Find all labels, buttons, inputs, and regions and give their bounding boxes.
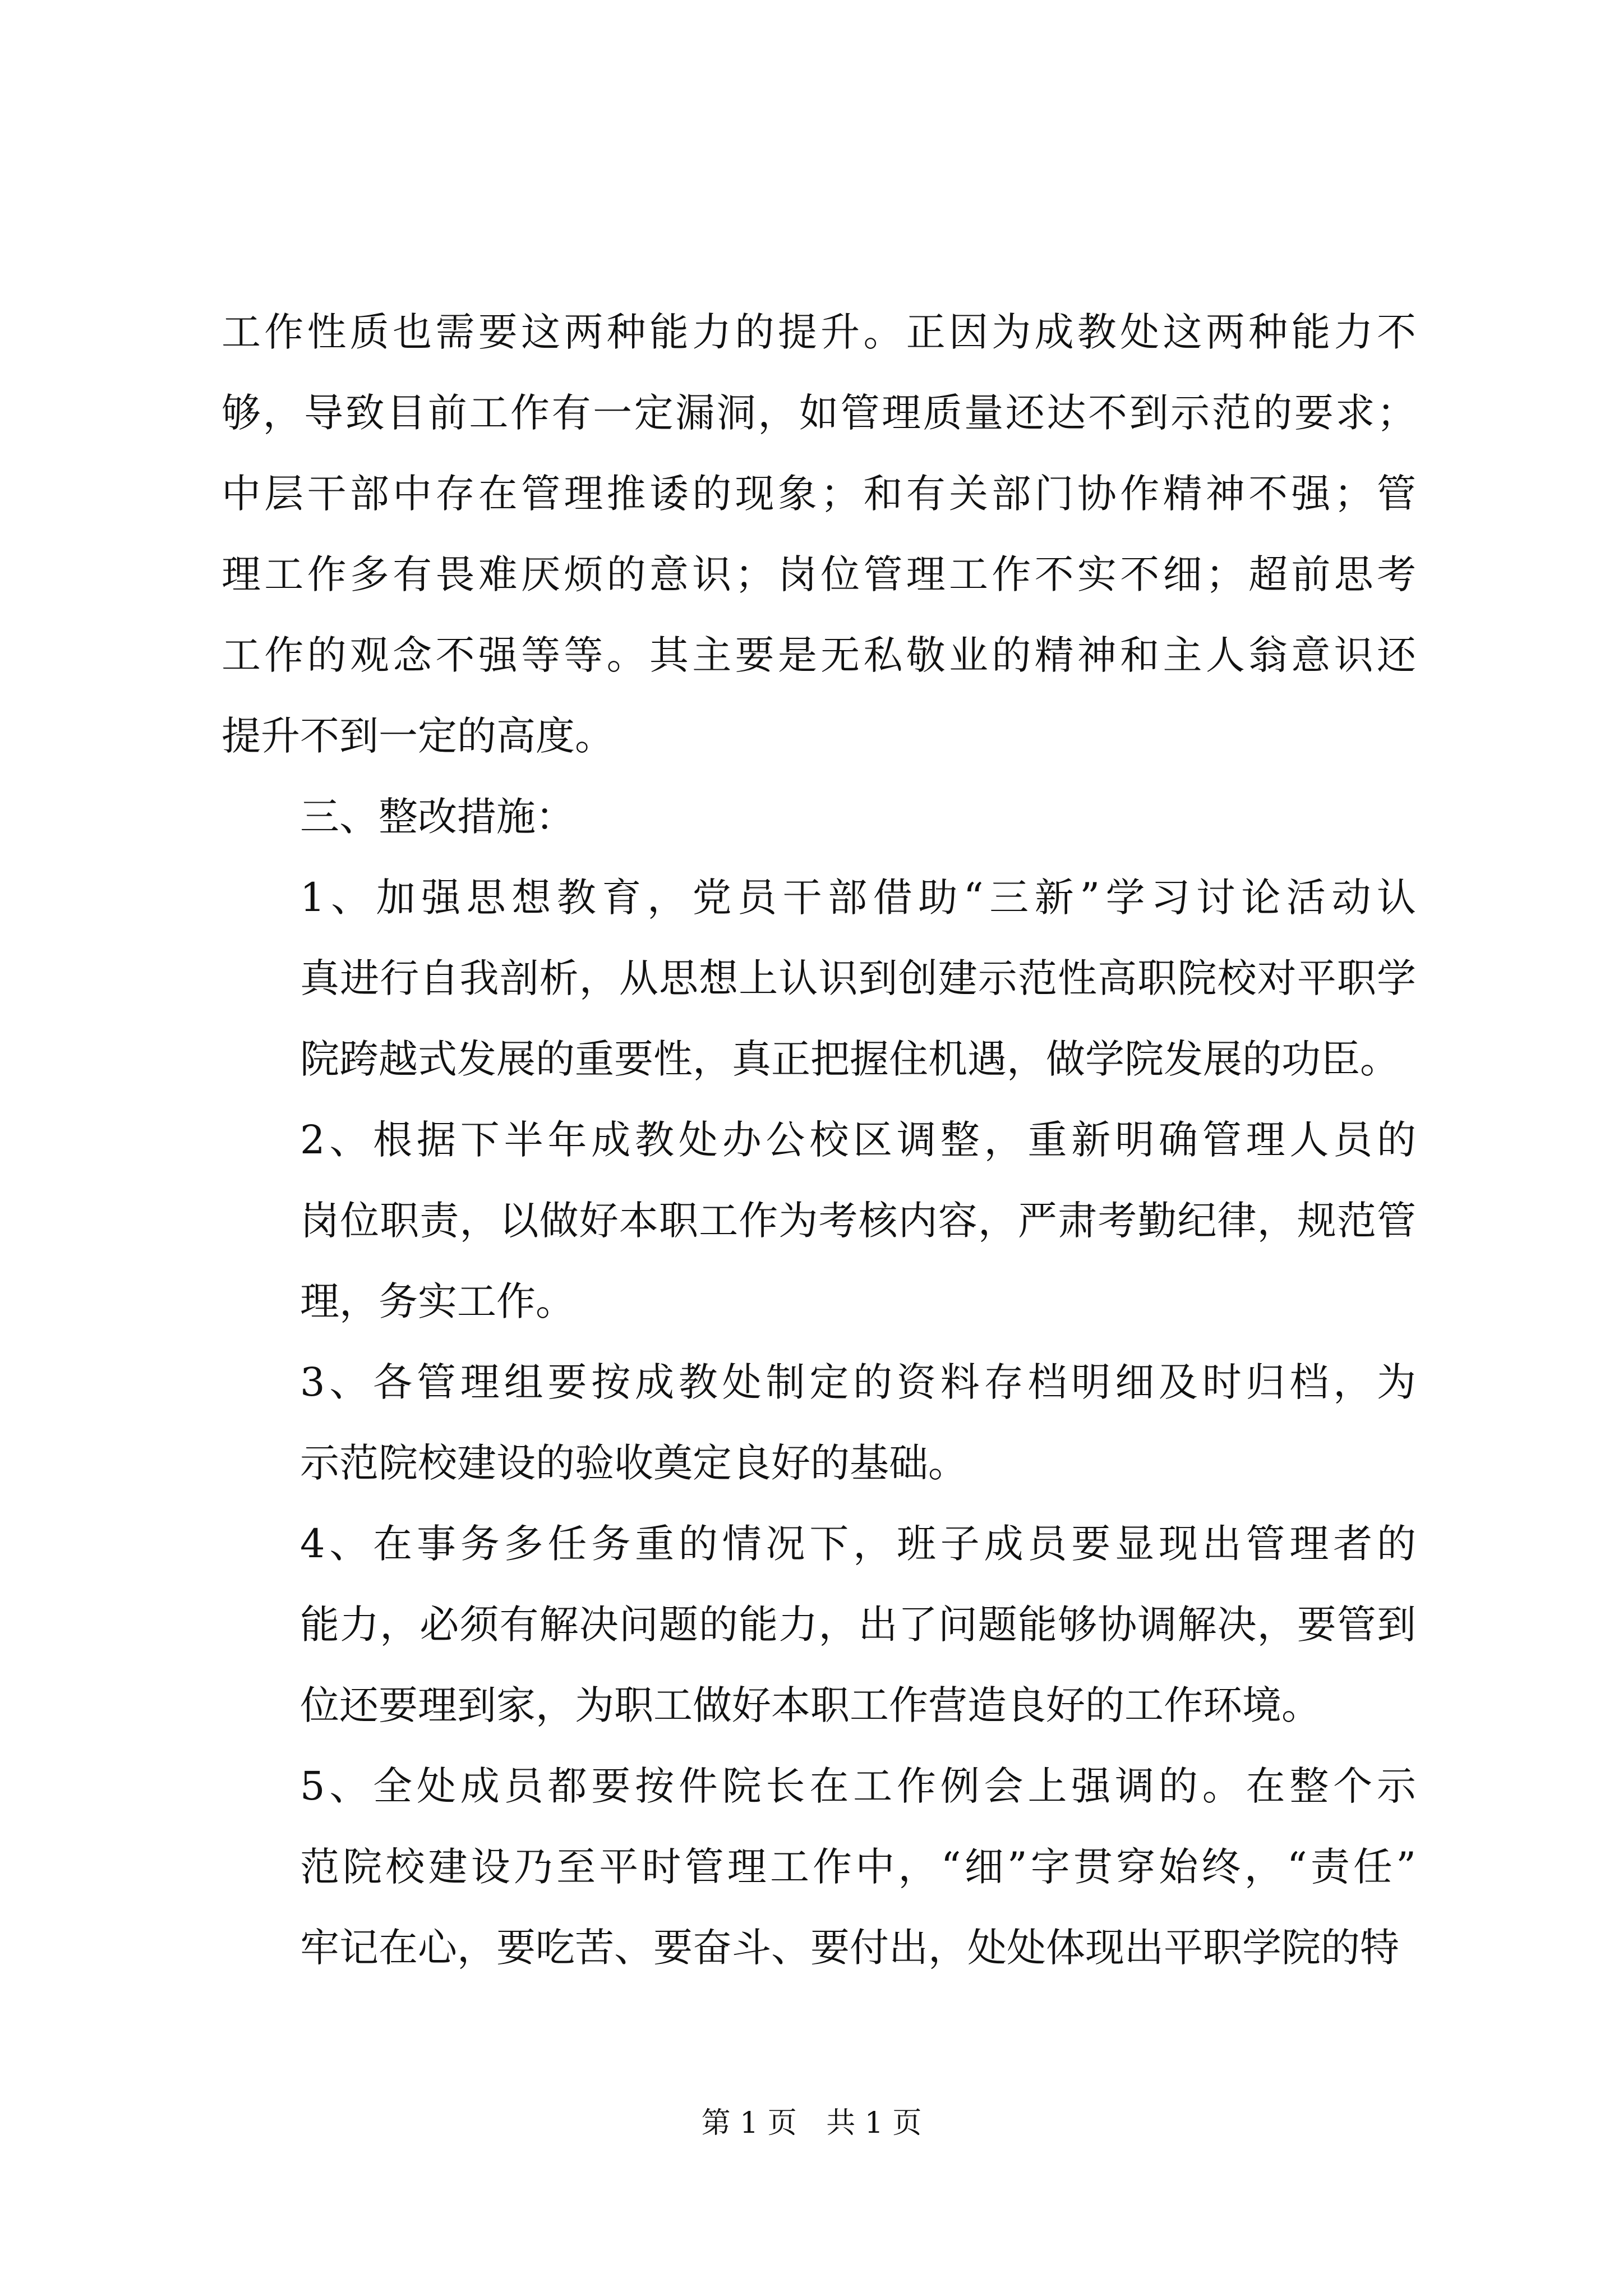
- text-line: 4、在事务多任务重的情况下，班子成员要显现出管理者的: [300, 1521, 1416, 1567]
- text-line: 工作的观念不强等等。其主要是无私敬业的精神和主人翁意识还: [222, 632, 1416, 678]
- page-footer: [0, 2104, 1623, 2143]
- text-line: 5、全处成员都要按件院长在工作例会上强调的。在整个示: [300, 1763, 1416, 1809]
- text-line: 真进行自我剖析，从思想上认识到创建示范性高职院校对平职学: [300, 955, 1416, 1001]
- paragraph: [222, 1503, 1416, 1746]
- paragraph: [222, 1099, 1416, 1342]
- text-line: 牢记在心，要吃苦、要奋斗、要付出，处处体现出平职学院的特: [300, 1925, 1399, 1971]
- text-line: 岗位职责，以做好本职工作为考核内容，严肃考勤纪律，规范管: [300, 1198, 1416, 1244]
- text-line: 理，务实工作。: [300, 1278, 575, 1324]
- text-line: 中层干部中存在管理推诿的现象；和有关部门协作精神不强；管: [222, 471, 1416, 517]
- page-number: 第 1 页: [701, 2106, 797, 2140]
- text-line: 能力，必须有解决问题的能力，出了问题能够协调解决，要管到: [300, 1602, 1416, 1648]
- text-line: 范院校建设乃至平时管理工作中，“细”字贯穿始终，“责任”: [300, 1844, 1416, 1890]
- text-line: 院跨越式发展的重要性，真正把握住机遇，做学院发展的功臣。: [300, 1036, 1399, 1082]
- paragraph: [222, 776, 1416, 857]
- text-line: 工作性质也需要这两种能力的提升。正因为成教处这两种能力不: [222, 309, 1416, 355]
- paragraph: [222, 1746, 1416, 1988]
- text-line: 三、整改措施：: [300, 794, 575, 840]
- text-line: 示范院校建设的验收奠定良好的基础。: [300, 1440, 967, 1486]
- text-line: 1、加强思想教育，党员干部借助“三新”学习讨论活动认: [300, 875, 1416, 921]
- text-line: 够，导致目前工作有一定漏洞，如管理质量还达不到示范的要求；: [222, 390, 1416, 436]
- text-line: 提升不到一定的高度。: [222, 713, 614, 759]
- page-total: 共 1 页: [826, 2106, 922, 2140]
- paragraph: [222, 857, 1416, 1099]
- document-body: [222, 292, 1416, 1988]
- text-line: 位还要理到家，为职工做好本职工作营造良好的工作环境。: [300, 1682, 1321, 1728]
- text-line: 理工作多有畏难厌烦的意识；岗位管理工作不实不细；超前思考: [222, 551, 1416, 597]
- text-line: 3、各管理组要按成教处制定的资料存档明细及时归档，为: [300, 1359, 1416, 1405]
- text-line: 2、根据下半年成教处办公校区调整，重新明确管理人员的: [300, 1117, 1416, 1163]
- paragraph: [222, 1342, 1416, 1503]
- paragraph: [222, 292, 1416, 776]
